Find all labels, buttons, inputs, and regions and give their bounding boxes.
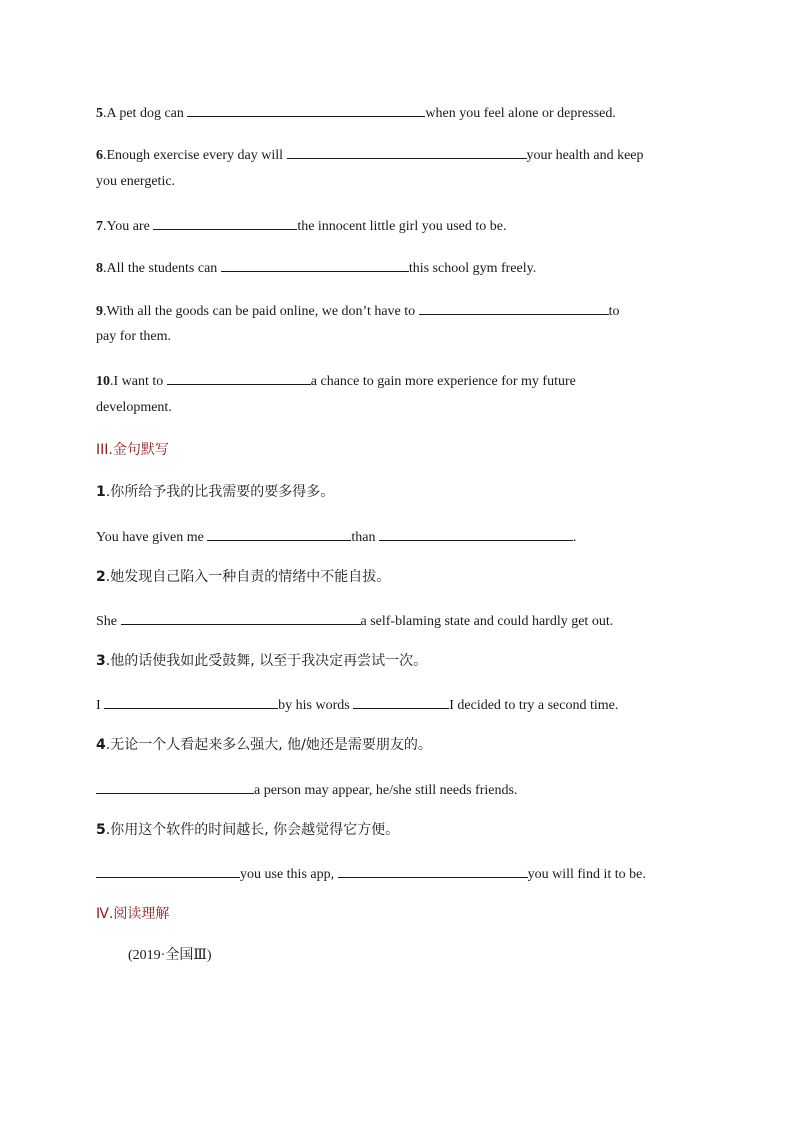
- question-10: [96, 370, 576, 391]
- question-10-continued: [96, 399, 172, 417]
- question-text: .A pet dog can: [103, 106, 188, 121]
- sentence-1-english: [96, 526, 576, 547]
- question-text: this school gym freely.: [408, 261, 537, 276]
- answer-blank[interactable]: [121, 610, 361, 625]
- sentence-text: you will find it to be.: [527, 867, 646, 882]
- question-number: 6: [96, 148, 103, 163]
- question-number: 8: [96, 261, 103, 276]
- question-number: 5: [96, 106, 103, 121]
- sentence-text: by his words: [278, 698, 354, 713]
- answer-blank[interactable]: [379, 526, 573, 541]
- answer-blank[interactable]: [338, 863, 528, 878]
- chinese-prompt: .他的话使我如此受鼓舞, 以至于我决定再尝试一次。: [105, 653, 428, 669]
- question-text: a chance to gain more experience for my future: [310, 374, 576, 389]
- sentence-text: I: [96, 698, 105, 713]
- sentence-5-english: [96, 863, 646, 884]
- answer-blank[interactable]: [187, 102, 425, 117]
- sentence-number: 5: [96, 822, 106, 838]
- source-citation: (2019·全国Ⅲ): [128, 948, 212, 963]
- sentence-text: I decided to try a second time.: [449, 698, 619, 713]
- section-heading-iii: III.金句默写: [96, 442, 169, 458]
- question-text: pay for them.: [96, 329, 172, 344]
- question-text: .All the students can: [103, 261, 221, 276]
- answer-blank[interactable]: [353, 694, 449, 709]
- sentence-text: than: [351, 530, 379, 545]
- question-5: [96, 102, 616, 123]
- question-7: [96, 215, 507, 236]
- question-text: to: [608, 304, 620, 319]
- sentence-text: a self-blaming state and could hardly get out.: [360, 614, 614, 629]
- question-9: [96, 300, 620, 321]
- question-text: when you feel alone or depressed.: [425, 106, 616, 121]
- answer-blank[interactable]: [287, 144, 527, 159]
- chinese-prompt: .你所给予我的比我需要的要多得多。: [105, 484, 335, 500]
- sentence-number: 3: [96, 653, 106, 669]
- question-text: the innocent little girl you used to be.: [297, 219, 507, 234]
- question-number: 7: [96, 219, 103, 234]
- sentence-3-chinese: [96, 652, 427, 670]
- answer-blank[interactable]: [221, 257, 409, 272]
- sentence-4-english: [96, 779, 517, 800]
- question-9-continued: [96, 328, 171, 346]
- question-number: 10: [96, 374, 110, 389]
- chinese-prompt: .无论一个人看起来多么强大, 他/她还是需要朋友的。: [105, 737, 432, 753]
- question-text: your health and keep: [526, 148, 644, 163]
- question-text: .You are: [103, 219, 154, 234]
- answer-blank[interactable]: [167, 370, 311, 385]
- sentence-number: 2: [96, 569, 106, 585]
- sentence-5-chinese: [96, 821, 399, 839]
- section-heading-iv: Ⅳ.阅读理解: [96, 906, 170, 922]
- chinese-prompt: .她发现自己陷入一种自责的情绪中不能自拔。: [105, 569, 391, 585]
- answer-blank[interactable]: [419, 300, 609, 315]
- sentence-text: you use this app,: [240, 867, 338, 882]
- sentence-3-english: [96, 694, 618, 715]
- question-text: .I want to: [110, 374, 167, 389]
- sentence-number: 4: [96, 737, 106, 753]
- question-text: .With all the goods can be paid online, we don’t have to: [103, 304, 419, 319]
- sentence-2-chinese: [96, 568, 390, 586]
- question-number: 9: [96, 304, 103, 319]
- question-text: you energetic.: [96, 174, 176, 189]
- sentence-1-chinese: [96, 483, 334, 501]
- sentence-text: You have given me: [96, 530, 208, 545]
- sentence-2-english: [96, 610, 613, 631]
- question-text: development.: [96, 400, 172, 415]
- answer-blank[interactable]: [96, 863, 240, 878]
- sentence-number: 1: [96, 484, 106, 500]
- answer-blank[interactable]: [207, 526, 351, 541]
- answer-blank[interactable]: [96, 779, 254, 794]
- question-6-continued: [96, 173, 175, 191]
- question-text: .Enough exercise every day will: [103, 148, 287, 163]
- chinese-prompt: .你用这个软件的时间越长, 你会越觉得它方便。: [105, 822, 400, 838]
- sentence-4-chinese: [96, 736, 432, 754]
- question-8: [96, 257, 536, 278]
- sentence-text: .: [572, 530, 577, 545]
- sentence-text: She: [96, 614, 121, 629]
- sentence-text: a person may appear, he/she still needs friends.: [254, 783, 518, 798]
- answer-blank[interactable]: [104, 694, 278, 709]
- question-6: [96, 144, 644, 165]
- answer-blank[interactable]: [153, 215, 297, 230]
